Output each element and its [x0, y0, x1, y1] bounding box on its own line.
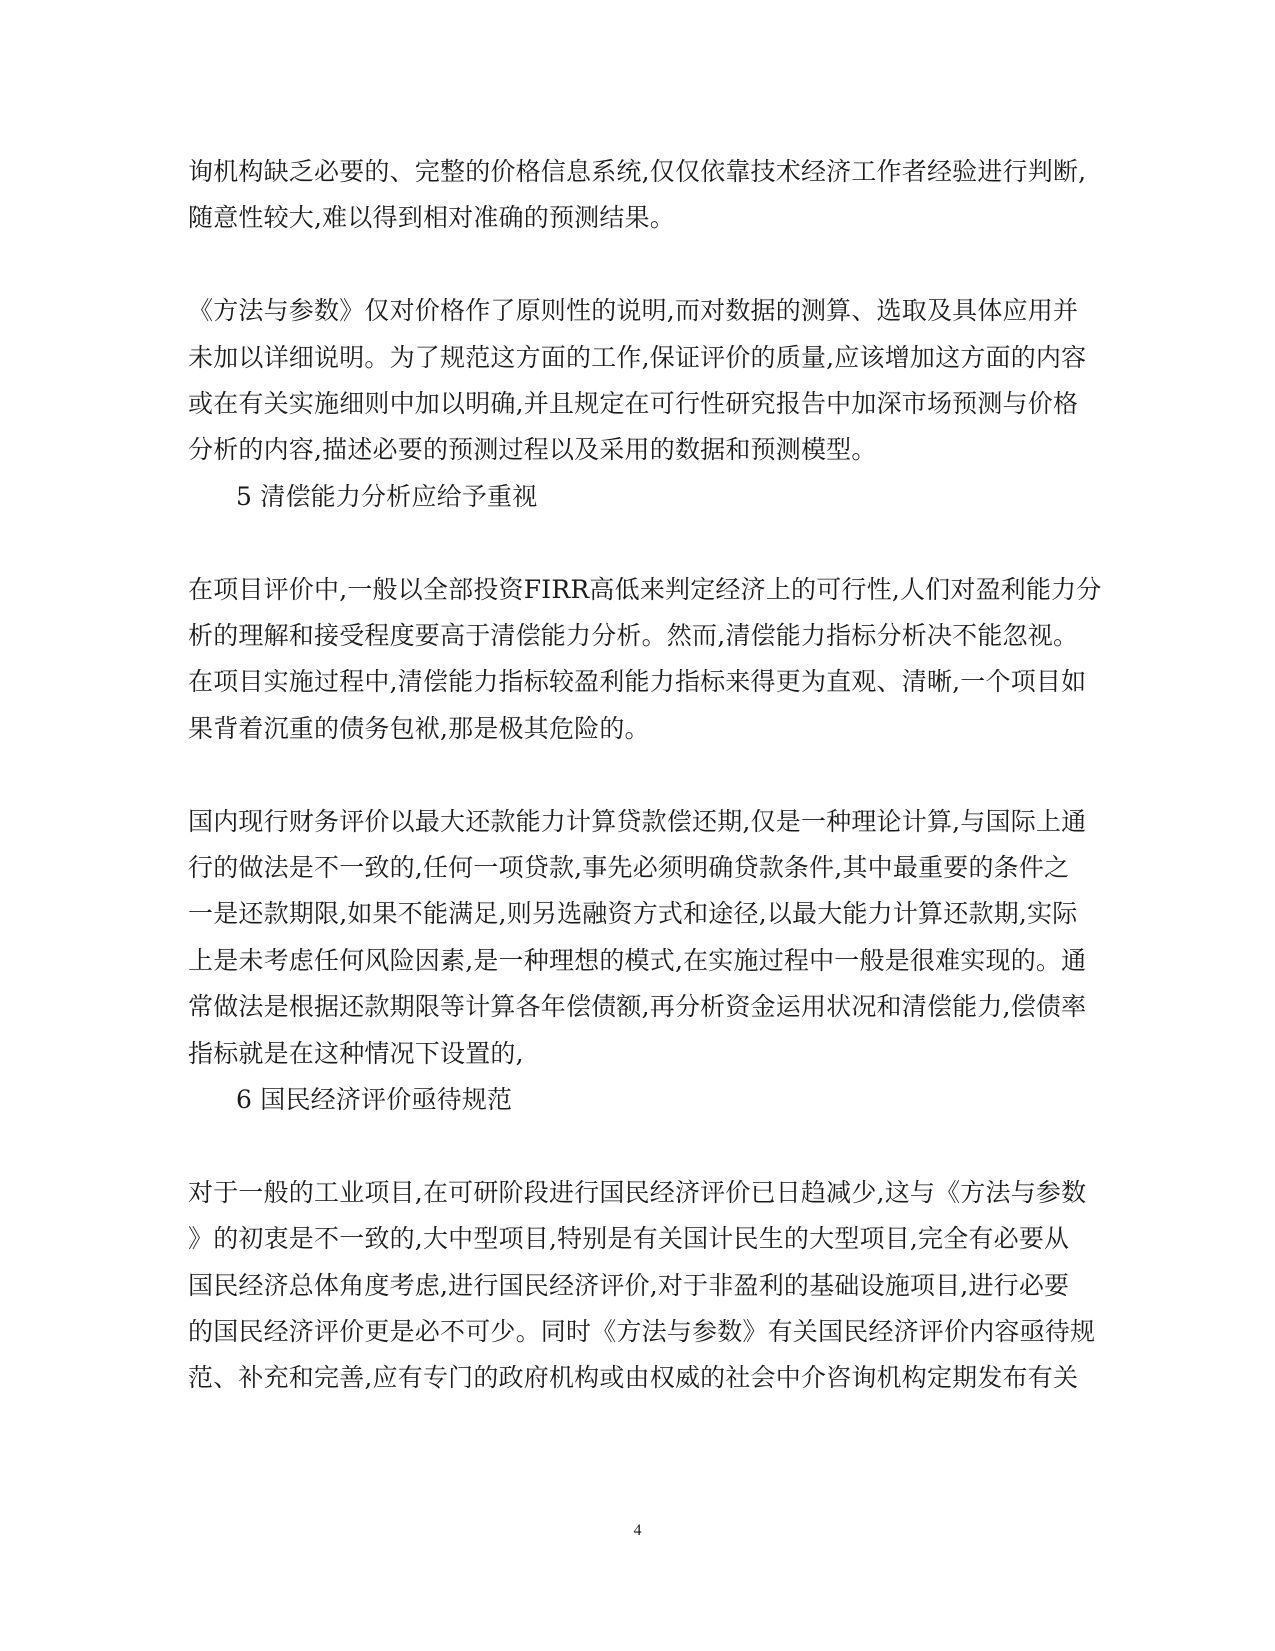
- text-line: 的国民经济评价更是必不可少。同时《方法与参数》有关国民经济评价内容亟待规: [188, 1317, 1096, 1346]
- text-line: 析的理解和接受程度要高于清偿能力分析。然而,清偿能力指标分析决不能忽视。: [188, 621, 1079, 650]
- text-line: 或在有关实施细则中加以明确,并且规定在可行性研究报告中加深市场预测与价格: [188, 389, 1079, 418]
- text-line: 对于一般的工业项目,在可研阶段进行国民经济评价已日趋减少,这与《方法与参数: [188, 1178, 1087, 1207]
- text-line: 上是未考虑任何风险因素,是一种理想的模式,在实施过程中一般是很难实现的。通: [188, 946, 1087, 975]
- text-line: 指标就是在这种情况下设置的,: [188, 1039, 524, 1068]
- text-line: 未加以详细说明。为了规范这方面的工作,保证评价的质量,应该增加这方面的内容: [188, 343, 1087, 372]
- text-line: 果背着沉重的债务包袱,那是极其危险的。: [188, 714, 650, 743]
- text-line: 一是还款期限,如果不能满足,则另选融资方式和途径,以最大能力计算还款期,实际: [188, 899, 1078, 928]
- text-line: 在项目实施过程中,清偿能力指标较盈利能力指标来得更为直观、清晰,一个项目如: [188, 667, 1087, 696]
- text-line: 询机构缺乏必要的、完整的价格信息系统,仅仅依靠技术经济工作者经验进行判断,: [188, 157, 1087, 186]
- text-line: 》的初衷是不一致的,大中型项目,特别是有关国计民生的大型项目,完全有必要从: [188, 1224, 1070, 1253]
- text-line: 随意性较大,难以得到相对准确的预测结果。: [188, 203, 675, 232]
- text-line: 常做法是根据还款期限等计算各年偿债额,再分析资金运用状况和清偿能力,偿债率: [188, 992, 1087, 1021]
- section-heading: 5 清偿能力分析应给予重视: [236, 482, 538, 511]
- text-line: 行的做法是不一致的,任何一项贷款,事先必须明确贷款条件,其中最重要的条件之: [188, 853, 1070, 882]
- text-line: 国内现行财务评价以最大还款能力计算贷款偿还期,仅是一种理论计算,与国际上通: [188, 807, 1087, 836]
- text-line: 《方法与参数》仅对价格作了原则性的说明,而对数据的测算、选取及具体应用并: [188, 296, 1079, 325]
- text-line: 在项目评价中,一般以全部投资FIRR高低来判定经济上的可行性,人们对盈利能力分: [188, 575, 1102, 604]
- page-number: 4: [633, 1522, 642, 1539]
- text-line: 分析的内容,描述必要的预测过程以及采用的数据和预测模型。: [188, 435, 877, 464]
- section-heading: 6 国民经济评价亟待规范: [236, 1085, 513, 1114]
- text-line: 国民经济总体角度考虑,进行国民经济评价,对于非盈利的基础设施项目,进行必要: [188, 1271, 1070, 1300]
- text-line: 范、补充和完善,应有专门的政府机构或由权威的社会中介咨询机构定期发布有关: [188, 1363, 1079, 1392]
